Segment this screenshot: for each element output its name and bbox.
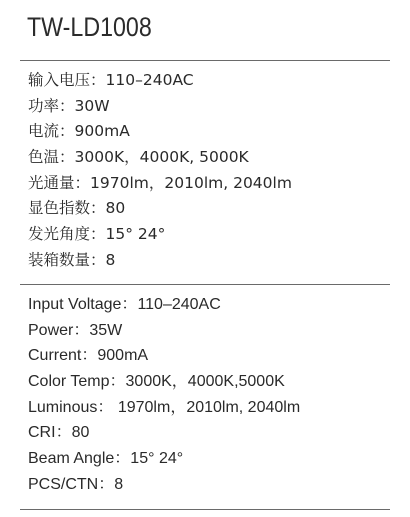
spec-label: 显色指数: [28, 199, 91, 218]
spec-label: Power: [28, 321, 74, 339]
spec-label: Input Voltage: [28, 296, 122, 313]
spec-row-color-temp-en: [28, 369, 300, 395]
spec-value: 15° 24°: [130, 450, 184, 468]
divider-bottom: [20, 509, 390, 510]
spec-value: 8: [105, 250, 116, 269]
spec-separator: ：: [90, 225, 106, 244]
spec-separator: ：: [73, 321, 90, 339]
spec-separator: ：: [98, 475, 115, 493]
spec-label: 功率: [28, 96, 60, 115]
spec-separator: ：: [90, 250, 106, 269]
spec-separator: ：: [121, 296, 138, 313]
spec-row-luminous-en: [28, 395, 300, 421]
spec-row-luminous-cn: [28, 171, 292, 197]
spec-label: Luminous: [28, 398, 98, 416]
spec-separator: ：: [55, 424, 72, 442]
spec-separator: ：: [81, 347, 98, 365]
spec-value: 1970lm，2010lm, 2040lm: [113, 398, 301, 416]
spec-label: 光通量: [28, 173, 75, 192]
spec-label: Current: [28, 347, 82, 365]
english-spec-list: [28, 292, 300, 498]
spec-row-cri-cn: [28, 196, 292, 222]
divider-middle: [20, 284, 390, 285]
spec-separator: ：: [90, 199, 106, 218]
spec-row-color-temp-cn: [28, 145, 292, 171]
spec-separator: ：: [74, 173, 91, 192]
model-title: TW-LD1008: [27, 12, 152, 42]
divider-top: [20, 60, 390, 61]
spec-row-pcs-ctn-en: [28, 472, 300, 498]
spec-value: 3000K，4000K,5000K: [125, 373, 285, 391]
spec-row-pcs-ctn-cn: [28, 248, 292, 274]
spec-separator: ：: [109, 373, 126, 391]
spec-label: 输入电压: [28, 71, 91, 89]
spec-value: 80: [105, 199, 126, 218]
spec-separator: ：: [59, 96, 75, 115]
spec-label: PCS/CTN: [28, 475, 99, 493]
chinese-spec-list: [28, 68, 292, 274]
spec-value: 900mA: [97, 347, 149, 365]
spec-separator: ：: [59, 148, 75, 167]
spec-label: 装箱数量: [28, 250, 91, 269]
spec-row-current-cn: [28, 119, 292, 145]
spec-label: Color Temp: [28, 373, 110, 391]
spec-separator: ：: [59, 122, 75, 141]
spec-label: 电流: [28, 122, 60, 141]
spec-value: 30W: [74, 96, 110, 115]
spec-row-input-voltage-en: [28, 292, 300, 318]
spec-label: CRI: [28, 424, 56, 442]
spec-value: 35W: [89, 321, 123, 339]
spec-row-power-en: [28, 318, 300, 344]
spec-value: 8: [114, 475, 124, 493]
spec-row-current-en: [28, 343, 300, 369]
spec-value: 110–240AC: [137, 296, 221, 313]
spec-separator: ：: [114, 450, 131, 468]
spec-value: 110–240AC: [105, 71, 194, 89]
spec-row-power-cn: [28, 94, 292, 120]
spec-value: 3000K，4000K, 5000K: [74, 148, 249, 167]
spec-separator: ：: [90, 71, 106, 89]
spec-separator: ：: [97, 398, 114, 416]
spec-row-input-voltage-cn: [28, 68, 292, 94]
spec-label: 色温: [28, 148, 60, 167]
spec-row-cri-en: [28, 420, 300, 446]
spec-value: 80: [71, 424, 90, 442]
spec-row-beam-angle-en: [28, 446, 300, 472]
spec-row-beam-angle-cn: [28, 222, 292, 248]
spec-label: 发光角度: [28, 225, 91, 244]
spec-value: 900mA: [74, 122, 130, 141]
spec-label: Beam Angle: [28, 450, 115, 468]
spec-value: 15° 24°: [105, 225, 166, 244]
spec-value: 1970lm，2010lm, 2040lm: [90, 173, 292, 192]
